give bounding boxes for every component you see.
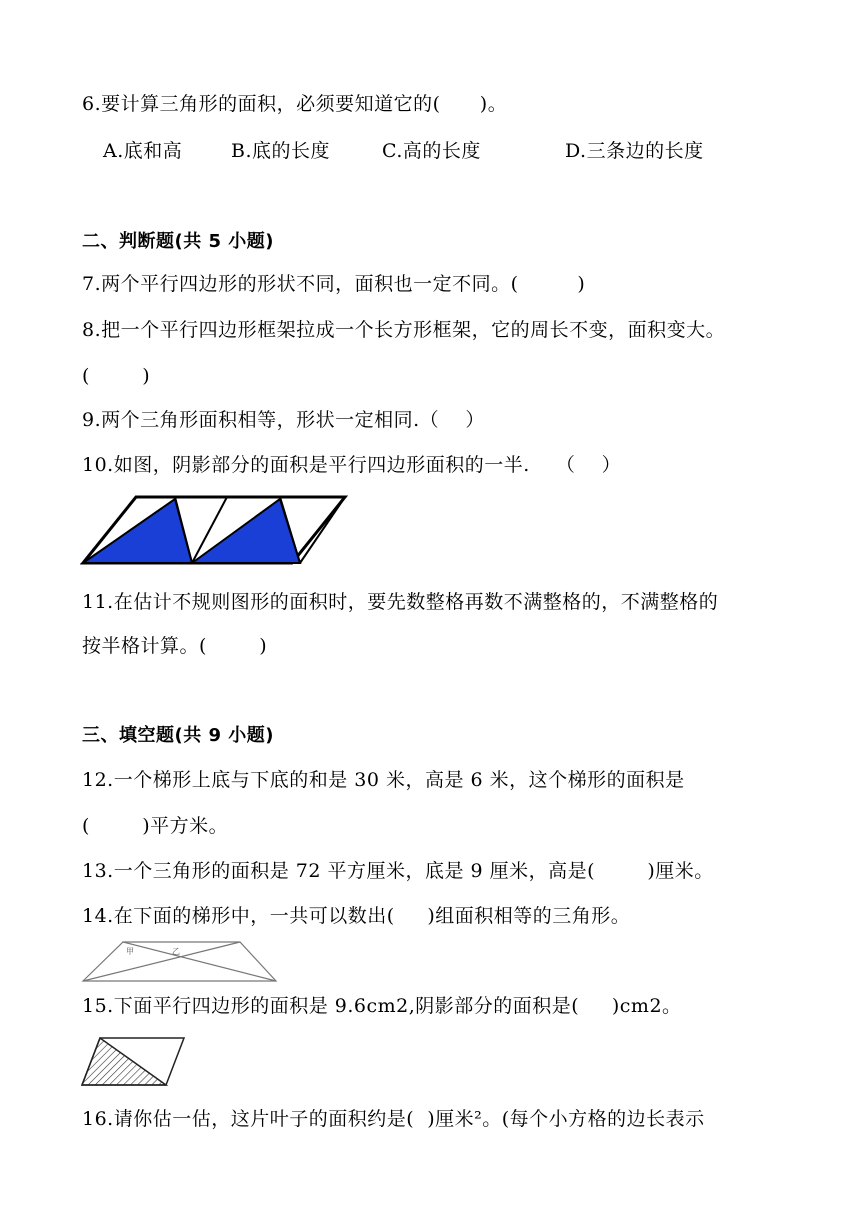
q6-option-d: D.三条边的长度 <box>565 140 704 162</box>
q7-text: 7.两个平行四边形的形状不同，面积也一定不同。( ) <box>82 273 586 295</box>
q14-text: 14.在下面的梯形中，一共可以数出( )组面积相等的三角形。 <box>82 905 631 927</box>
q16-text: 16.请你估一估，这片叶子的面积约是( )厘米²。(每个小方格的边长表示 <box>82 1108 705 1130</box>
section-2-title: 二、判断题(共 5 小题) <box>82 231 275 252</box>
q14-label-jia: 甲 <box>126 947 134 956</box>
q11-line1: 11.在估计不规则图形的面积时，要先数整格再数不满整格的，不满整格的 <box>82 591 719 613</box>
q10-text: 10.如图，阴影部分的面积是平行四边形面积的一半. （ ） <box>82 454 622 476</box>
q12-line2: ( )平方米。 <box>82 815 229 837</box>
q13-text: 13.一个三角形的面积是 72 平方厘米，底是 9 厘米，高是( )厘米。 <box>82 860 714 882</box>
q6-option-c: C.高的长度 <box>382 140 481 162</box>
q15-text: 15.下面平行四边形的面积是 9.6cm2,阴影部分的面积是( )cm2。 <box>82 995 682 1017</box>
q12-line1: 12.一个梯形上底与下底的和是 30 米，高是 6 米，这个梯形的面积是 <box>82 769 685 791</box>
q6-option-b: B.底的长度 <box>231 140 331 162</box>
q14-label-yi: 乙 <box>172 947 180 956</box>
q14-trapezoid-figure <box>80 940 280 984</box>
q9-text: 9.两个三角形面积相等，形状一定相同.（ ） <box>82 409 485 431</box>
q8-line2: ( ) <box>82 365 151 387</box>
q15-parallelogram-figure <box>80 1036 186 1088</box>
q10-parallelogram-figure <box>80 494 348 566</box>
q6-option-a: A.底和高 <box>103 140 183 162</box>
section-3-title: 三、填空题(共 9 小题) <box>82 725 275 746</box>
q8-line1: 8.把一个平行四边形框架拉成一个长方形框架，它的周长不变，面积变大。 <box>82 319 726 341</box>
q6-text: 6.要计算三角形的面积，必须要知道它的( )。 <box>82 93 508 115</box>
q11-line2: 按半格计算。( ) <box>82 635 268 657</box>
